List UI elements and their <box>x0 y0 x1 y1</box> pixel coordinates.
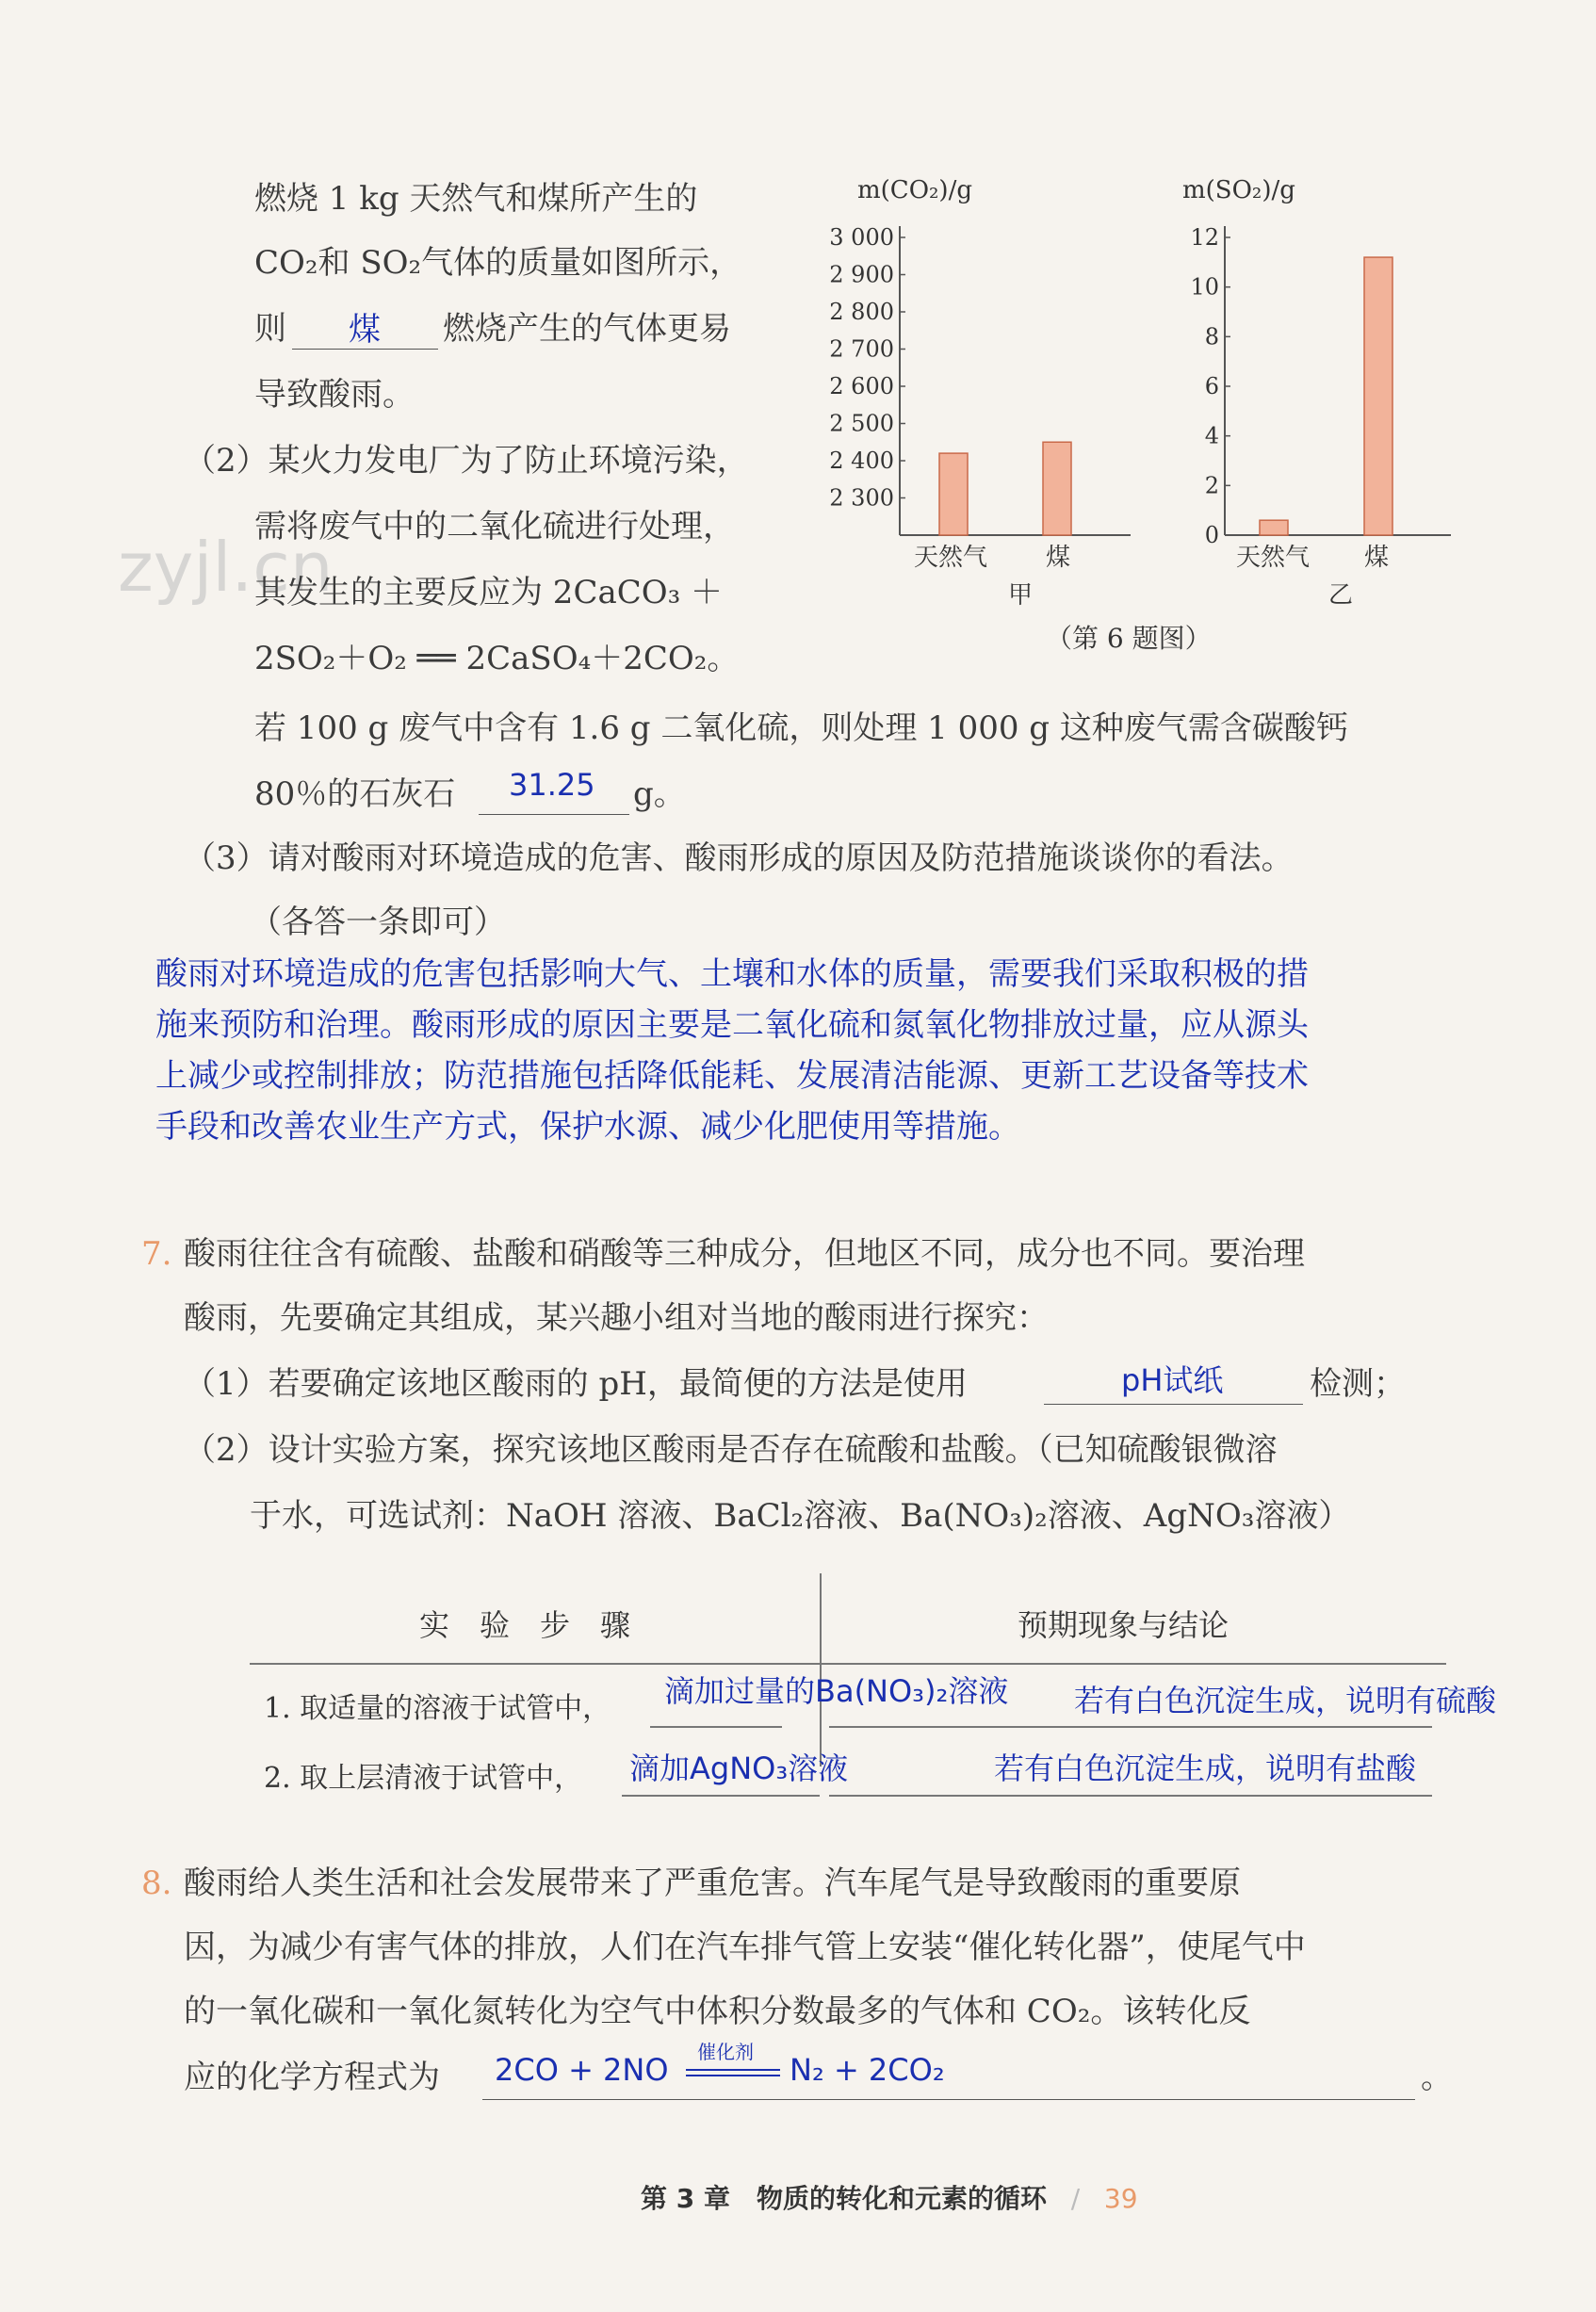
q7-number: 7. <box>141 1235 172 1273</box>
chart-co2-cat-0: 天然气 <box>914 544 988 572</box>
equation-right: N₂ + 2CO₂ <box>790 2052 945 2088</box>
chart-co2-ytick-4: 2 600 <box>829 373 894 399</box>
chart-so2-bar-1 <box>1364 257 1392 535</box>
q7-line-1: 酸雨往往含有硫酸、盐酸和硝酸等三种成分，但地区不同，成分也不同。要治理 <box>184 1235 1305 1273</box>
table-row-2-answer: 滴加AgNO₃溶液 <box>629 1750 849 1786</box>
q8-line-1: 酸雨给人类生活和社会发展带来了严重危害。汽车尾气是导致酸雨的重要原 <box>184 1864 1241 1902</box>
answer-3-line-2: 施来预防和治理。酸雨形成的原因主要是二氧化硫和氮氧化物排放过量，应从源头 <box>155 1006 1309 1044</box>
equation-condition: 催化剂 <box>697 2041 754 2063</box>
answer-3-line-3: 上减少或控制排放；防范措施包括降低能耗、发展清洁能源、更新工艺设备等技术 <box>155 1057 1309 1095</box>
chart-so2-ytick-2: 8 <box>1204 323 1219 350</box>
page-footer <box>641 2178 1138 2216</box>
watermark: zyjl.cn <box>118 528 334 607</box>
chart-co2-ytick-6: 2 400 <box>829 448 894 474</box>
chart-so2-ytick-4: 4 <box>1204 422 1219 449</box>
chart-co2-bar-1 <box>1043 442 1071 535</box>
chart-so2-ytick-3: 6 <box>1204 373 1219 399</box>
chart-so2-ylabel: m(SO₂)/g <box>1182 176 1295 204</box>
page-number: 39 <box>1103 2183 1138 2214</box>
q7-p2-line-1: （2）设计实验方案，探究该地区酸雨是否存在硫酸和盐酸。（已知硫酸银微溶 <box>184 1431 1278 1469</box>
q6-line-3-suffix: 燃烧产生的气体更易 <box>443 310 731 348</box>
table-row-1-answer: 滴加过量的Ba(NO₃)₂溶液 <box>664 1673 1009 1709</box>
q6-part2-line-4: 2SO₂＋O₂ ══ 2CaSO₄＋2CO₂。 <box>254 640 740 677</box>
chart-so2-ytick-5: 2 <box>1204 472 1219 499</box>
q7-p1-prefix: （1）若要确定该地区酸雨的 pH，最简便的方法是使用 <box>184 1365 968 1403</box>
chart-so2-ytick-1: 10 <box>1190 273 1219 301</box>
answer-blank-2 <box>479 814 629 815</box>
chart-so2 <box>1159 170 1470 622</box>
answer-blank-eq <box>482 2099 1415 2100</box>
table-row-2-result: 若有白色沉淀生成，说明有盐酸 <box>994 1750 1417 1786</box>
figure-caption: （第 6 题图） <box>1046 623 1212 654</box>
q6-part2-cont: 若 100 g 废气中含有 1.6 g 二氧化硫，则处理 1 000 g 这种废气需含碳酸钙 <box>254 709 1348 747</box>
equation-arrow-line-2 <box>686 2075 780 2076</box>
q8-last-prefix: 应的化学方程式为 <box>184 2059 440 2096</box>
chart-so2-bar-0 <box>1260 520 1288 535</box>
footer-separator: / <box>1070 2183 1081 2214</box>
chart-co2-ytick-0: 3 000 <box>829 224 894 251</box>
q7-p2-line-2: 于水，可选试剂：NaOH 溶液、BaCl₂溶液、Ba(NO₃)₂溶液、AgNO₃溶液） <box>250 1497 1351 1535</box>
answer-p1: pH试纸 <box>1121 1362 1224 1398</box>
chart-co2-cat-1: 煤 <box>1046 544 1071 572</box>
table-row-1-result: 若有白色沉淀生成，说明有硫酸 <box>1074 1683 1497 1718</box>
chart-so2-ytick-6: 0 <box>1204 522 1219 548</box>
chart-co2-ytick-3: 2 700 <box>829 335 894 363</box>
q6-part3-line-1: （3）请对酸雨对环境造成的危害、酸雨形成的原因及防范措施谈谈你的看法。 <box>184 839 1294 877</box>
chart-so2-cat-1: 煤 <box>1364 544 1390 572</box>
q8-line-3: 的一氧化碳和一氧化氮转化为空气中体积分数最多的气体和 CO₂。该转化反 <box>184 1993 1251 2030</box>
answer-blank-p1 <box>1044 1404 1303 1405</box>
q6-line-3-prefix: 则 <box>254 310 286 348</box>
q6-line-4: 导致酸雨。 <box>254 376 415 414</box>
chapter-title: 第 3 章 物质的转化和元素的循环 <box>641 2183 1047 2214</box>
chart-so2-ytick-0: 12 <box>1190 224 1219 251</box>
chart-co2 <box>810 170 1149 622</box>
answer-1: 煤 <box>349 311 381 349</box>
table-header-result: 预期现象与结论 <box>1018 1607 1230 1643</box>
q8-line-2: 因，为减少有害气体的排放，人们在汽车排气管上安装“催化转化器”，使尾气中 <box>184 1929 1306 1966</box>
equation-arrow-line <box>686 2069 780 2071</box>
q6-part2-line-3: 其发生的主要反应为 2CaCO₃ ＋ <box>254 574 724 611</box>
q6-part2-end-suffix: g。 <box>633 775 686 813</box>
chart-co2-ylabel: m(CO₂)/g <box>857 176 972 204</box>
chart-so2-cat-0: 天然气 <box>1236 544 1311 572</box>
q7-line-2: 酸雨，先要确定其组成，某兴趣小组对当地的酸雨进行探究： <box>184 1299 1049 1337</box>
q8-number: 8. <box>141 1864 172 1902</box>
q8-last-suffix: 。 <box>1421 2059 1453 2096</box>
answer-3-line-4: 手段和改善农业生产方式，保护水源、减少化肥使用等措施。 <box>155 1108 1020 1146</box>
table-row-2-step: 2. 取上层清液于试管中， <box>264 1762 583 1795</box>
chart-co2-ytick-2: 2 800 <box>829 299 894 325</box>
q6-part3-line-2: （各答一条即可） <box>250 904 506 941</box>
q6-part2-end-prefix: 80％的石灰石 <box>254 775 456 813</box>
table-row-1-step: 1. 取适量的溶液于试管中， <box>264 1692 611 1725</box>
q6-part2-line-2: 需将废气中的二氧化硫进行处理， <box>254 508 735 545</box>
answer-2: 31.25 <box>509 767 595 803</box>
equation-left: 2CO + 2NO <box>495 2052 669 2088</box>
q7-p1-suffix: 检测； <box>1310 1365 1406 1403</box>
q6-part2-line-1: （2）某火力发电厂为了防止环境污染， <box>184 442 749 480</box>
q6-line-2: CO₂和 SO₂气体的质量如图所示， <box>254 244 742 282</box>
chart-so2-caption: 乙 <box>1328 581 1354 610</box>
answer-3-line-1: 酸雨对环境造成的危害包括影响大气、土壤和水体的质量，需要我们采取积极的措 <box>155 955 1309 993</box>
table-header-steps: 实 验 步 骤 <box>419 1607 631 1643</box>
chart-co2-ytick-1: 2 900 <box>829 261 894 288</box>
chart-co2-ytick-7: 2 300 <box>829 484 894 512</box>
chart-co2-ytick-5: 2 500 <box>829 410 894 437</box>
q6-line-1: 燃烧 1 kg 天然气和煤所产生的 <box>254 180 698 218</box>
chart-co2-caption: 甲 <box>1008 581 1034 610</box>
chart-co2-bar-0 <box>939 453 968 535</box>
